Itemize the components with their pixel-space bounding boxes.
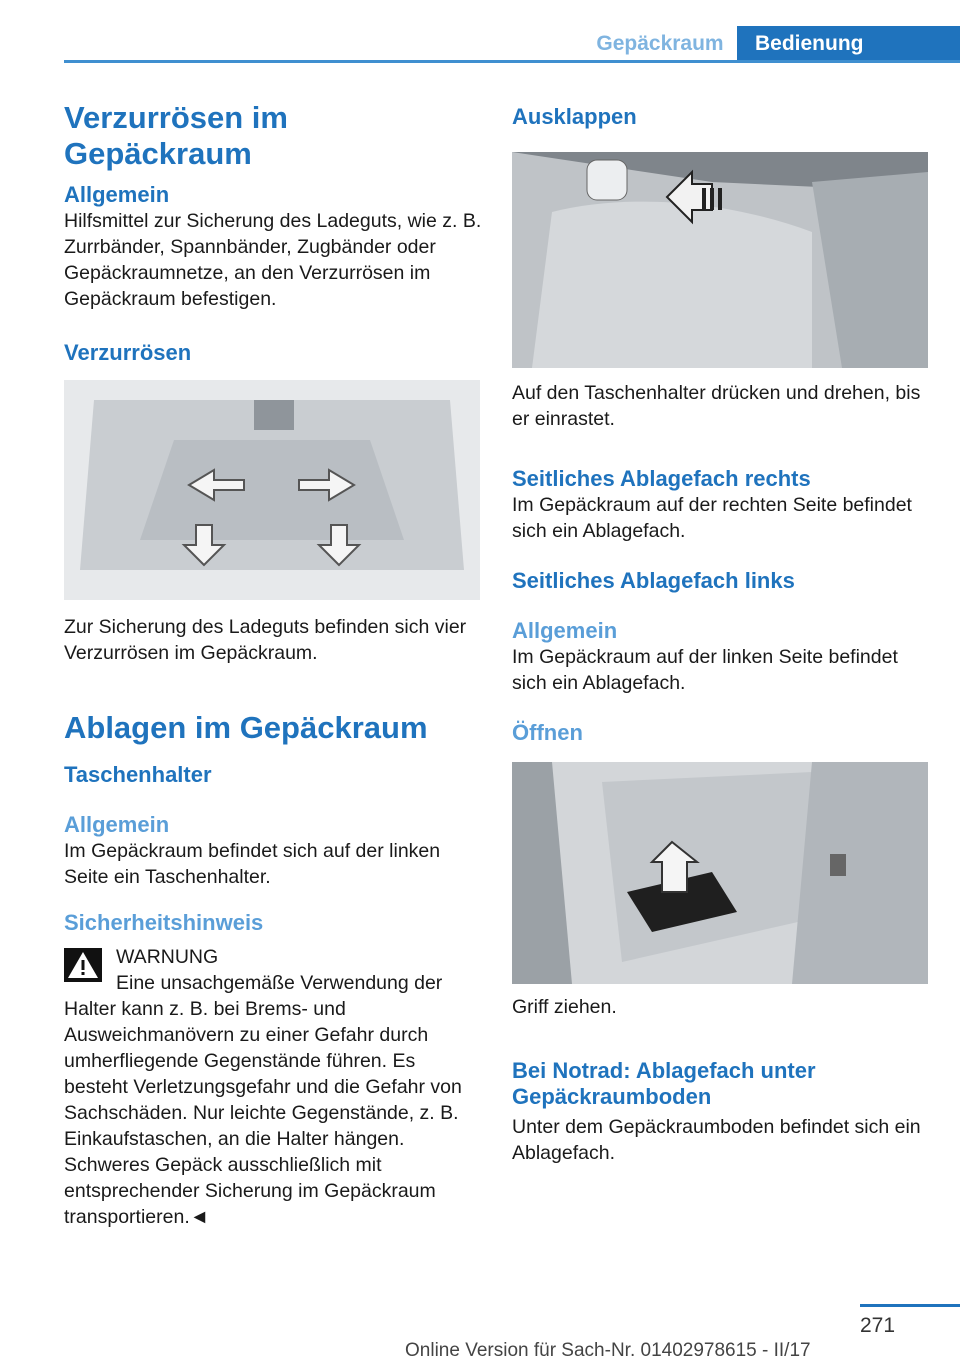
section-title-verzurroesen: Verzurrösen im Gepäckraum <box>64 100 288 171</box>
left-column <box>64 88 482 1230</box>
right-column <box>512 88 932 1166</box>
text-ablagefach-rechts: Im Gepäckraum auf der rechten Seite befindet sich ein Ablagefach. <box>512 494 912 542</box>
caption-oeffnen: Griff ziehen. <box>512 996 617 1018</box>
text-notrad: Unter dem Gepäckraumboden befindet sich ein Ablagefach. <box>512 1116 921 1164</box>
warning-text: Eine unsachgemäße Verwendung der Halter kann z. B. bei Brems- und Ausweichmanövern zu einer Gefahr durch umherfliegende Gegenstände führen. Es besteht Verletzungsgefahr und die Gefahr von Sachschäden. Nur leichte Gegenstände, z. B. Einkaufstaschen, an die Halter hängen. Schweres Gepäck ausschließlich mit entsprechender Sicherung im Gepäckraum transportieren.◄ <box>64 972 462 1228</box>
page-number: 271 <box>860 1314 896 1337</box>
heading-allgemein-links: Allgemein <box>512 618 618 643</box>
compartment-open-image <box>512 762 928 984</box>
heading-allgemein: Allgemein <box>64 182 170 207</box>
heading-oeffnen: Öffnen <box>512 720 583 745</box>
trunk-tie-down-image <box>64 380 480 600</box>
heading-taschenhalter: Taschenhalter <box>64 762 212 787</box>
footer-online-version: Online Version für Sach-Nr. 01402978615 - II/17 <box>405 1340 811 1361</box>
heading-verzurroesen: Verzurrösen <box>64 340 192 365</box>
heading-ablagefach-rechts: Seitliches Ablagefach rechts <box>512 466 811 491</box>
header-rule <box>64 60 960 63</box>
heading-ablagefach-links: Seitliches Ablagefach links <box>512 568 795 593</box>
heading-allgemein-taschenhalter: Allgemein <box>64 812 170 837</box>
bag-hook-image <box>512 152 928 368</box>
header-section-tab: Gepäckraum <box>596 32 724 55</box>
heading-notrad: Bei Notrad: Ablagefach unter Gepäckraumboden <box>512 1058 816 1109</box>
caption-ausklappen: Auf den Taschenhalter drücken und drehen, bis er einrastet. <box>512 382 921 430</box>
text-allgemein: Hilfsmittel zur Sicherung des Ladeguts, wie z. B. Zurrbänder, Spannbänder, Zugbänder oder Gepäckraumnetze, an den Verzurrösen im Gepäckraum befestigen. <box>64 210 482 310</box>
warning-triangle-icon <box>64 948 102 982</box>
text-ablagefach-links: Im Gepäckraum auf der linken Seite befindet sich ein Ablagefach. <box>512 646 898 694</box>
warning-block <box>64 944 482 970</box>
caption-verzurroesen: Zur Sicherung des Ladeguts befinden sich vier Verzurrösen im Gepäckraum. <box>64 616 467 664</box>
footer-rule <box>860 1304 960 1307</box>
heading-ausklappen: Ausklappen <box>512 104 637 129</box>
section-title-ablagen: Ablagen im Gepäckraum <box>64 710 428 745</box>
heading-sicherheitshinweis: Sicherheitshinweis <box>64 910 264 935</box>
header-chapter-tab: Bedienung <box>737 26 960 62</box>
warning-label: WARNUNG <box>116 946 219 968</box>
text-taschenhalter: Im Gepäckraum befindet sich auf der linken Seite ein Taschenhalter. <box>64 840 441 888</box>
